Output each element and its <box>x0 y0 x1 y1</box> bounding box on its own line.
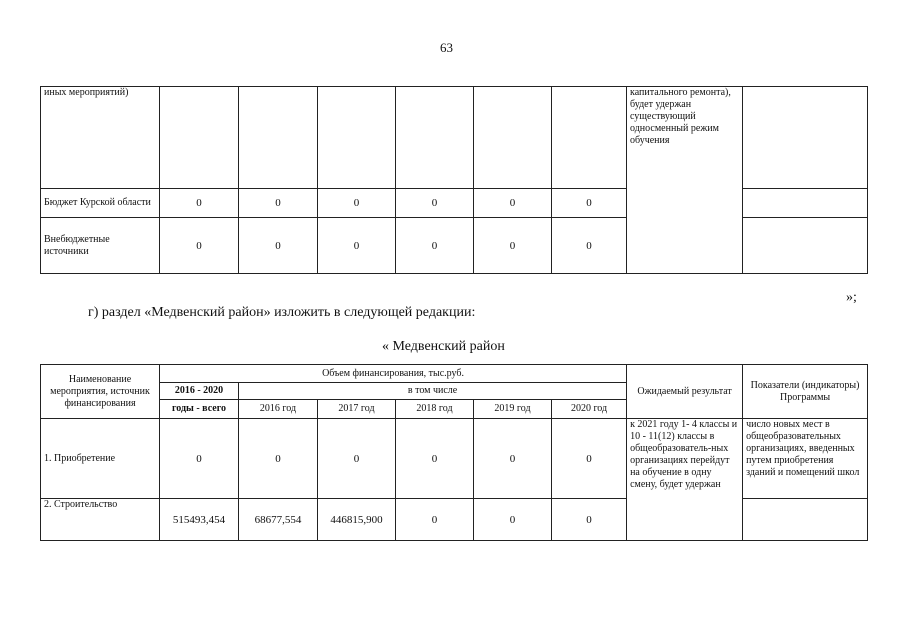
row-label: Бюджет Курской области <box>41 189 160 218</box>
total-cell: 515493,454 <box>160 499 239 541</box>
value-cell: 0 <box>318 419 396 499</box>
table-row <box>41 499 868 541</box>
page-number: 63 <box>440 40 453 55</box>
including-header: в том числе <box>239 383 627 400</box>
section-title: « Медвенский район <box>382 339 505 354</box>
value-cell: 68677,554 <box>239 499 318 541</box>
value-cell: 0 <box>239 218 318 274</box>
expected-result-cell: капитального ремонта), будет удержан существующий односменный режим обучения <box>627 87 743 274</box>
value-cell: 0 <box>396 218 474 274</box>
value-cell: 0 <box>396 499 474 541</box>
year-header: 2020 год <box>552 400 627 419</box>
table-row <box>41 189 868 218</box>
indicator-cell: число новых мест в общеобразовательных организациях, введенных путем приобретения зданий и помещений школ <box>743 419 868 499</box>
value-cell: 0 <box>396 189 474 218</box>
total-cell: 0 <box>160 419 239 499</box>
value-cell: 0 <box>474 499 552 541</box>
indicator-cell <box>743 499 868 541</box>
year-header: 2018 год <box>396 400 474 419</box>
value-cell: 0 <box>552 218 627 274</box>
row-label: иных мероприятий) <box>41 87 160 189</box>
year-header: 2017 год <box>318 400 396 419</box>
name-column-header: Наименование мероприятия, источник финансирования <box>41 365 160 419</box>
value-cell: 0 <box>474 419 552 499</box>
value-cell: 0 <box>396 419 474 499</box>
total-label-header: годы - всего <box>160 400 239 419</box>
row-label: 2. Строительство <box>41 499 160 541</box>
value-cell: 0 <box>474 218 552 274</box>
total-period-header: 2016 - 2020 <box>160 383 239 400</box>
value-cell: 0 <box>552 189 627 218</box>
indicators-header: Показатели (индикаторы) Программы <box>743 365 868 419</box>
table-row <box>41 87 868 189</box>
value-cell: 0 <box>160 218 239 274</box>
value-cell: 0 <box>552 499 627 541</box>
table-row <box>41 218 868 274</box>
closing-quote: »; <box>846 290 857 305</box>
value-cell: 0 <box>552 419 627 499</box>
value-cell: 0 <box>318 189 396 218</box>
table-row <box>41 419 868 499</box>
row-label: Внебюджетные источники <box>41 218 160 274</box>
instruction-text: г) раздел «Медвенский район» изложить в следующей редакции: <box>88 305 476 320</box>
row-label: 1. Приобретение <box>41 419 160 499</box>
expected-result-cell: к 2021 году 1- 4 классы и 10 - 11(12) классы в общеобразователь-ных организациях перейдут на обучение в одну смену, будет удержан <box>627 419 743 541</box>
header-row <box>41 365 868 383</box>
continuation-table <box>40 86 868 274</box>
year-header: 2019 год <box>474 400 552 419</box>
value-cell: 0 <box>160 189 239 218</box>
value-cell: 0 <box>239 419 318 499</box>
value-cell: 0 <box>239 189 318 218</box>
value-cell: 446815,900 <box>318 499 396 541</box>
medvensky-table <box>40 364 868 541</box>
year-header: 2016 год <box>239 400 318 419</box>
value-cell: 0 <box>318 218 396 274</box>
value-cell: 0 <box>474 189 552 218</box>
expected-header: Ожидаемый результат <box>627 365 743 419</box>
funding-header: Объем финансирования, тыс.руб. <box>160 365 627 383</box>
